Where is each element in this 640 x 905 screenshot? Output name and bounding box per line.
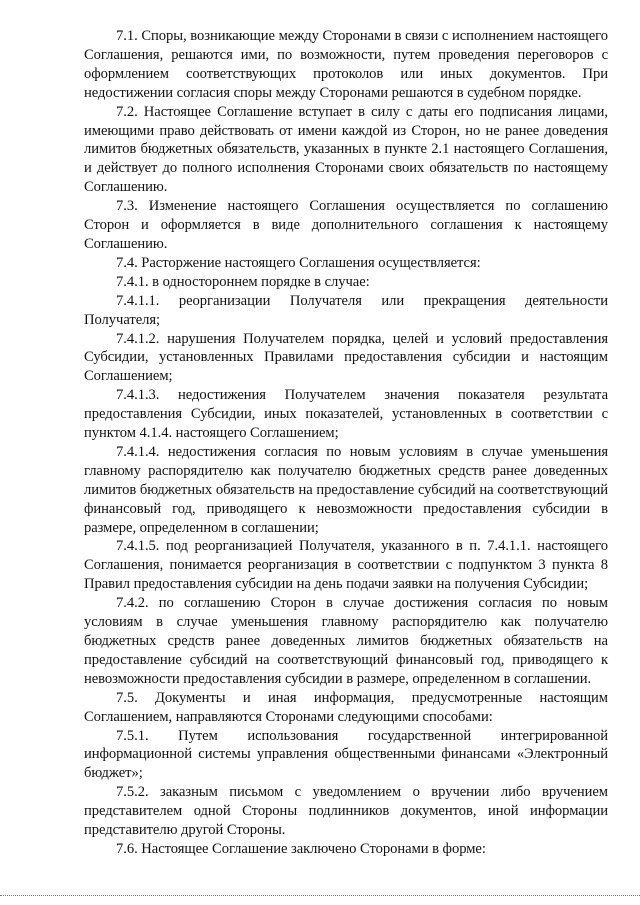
paragraph-7-4-1-2: 7.4.1.2. нарушения Получателем порядка, целей и условий предоставления Субсидии, установленных Правилами предоставления субсидии и настоящим Соглашением; [84, 330, 608, 385]
paragraph-7-4-1-4: 7.4.1.4. недостижения согласия по новым условиям в случае уменьшения главному распорядителю как получателю бюджетных средств ранее доведенных лимитов бюджетных обязательств на предоставление субсидий на соответствующий финансовый год, приводящего к невозможности предоставления субсидии в размере, определенном в соглашении; [84, 443, 608, 536]
paragraph-7-1: 7.1. Споры, возникающие между Сторонами в связи с исполнением настоящего Соглашения, решаются ими, по возможности, путем проведения переговоров с оформлением соответствующих протоколов или иных документов. При недостижении согласия споры между Сторонами решаются в судебном порядке. [84, 28, 608, 101]
paragraph-7-2: 7.2. Настоящее Соглашение вступает в силу с даты его подписания лицами, имеющими право действовать от имени каждой из Сторон, но не ранее доведения лимитов бюджетных обязательств, указанных в пункте 2.1 настоящего Соглашения, и действует до полного исполнения Сторонами своих обязательств по настоящему Соглашению. [84, 103, 608, 196]
paragraph-7-4-1-5: 7.4.1.5. под реорганизацией Получателя, указанного в п. 7.4.1.1. настоящего Соглашения, понимается реорганизация в соответствии с подпунктом 3 пункта 8 Правил предоставления субсидии на день подачи заявки на получения Субсидии; [84, 538, 608, 593]
paragraph-7-5-1: 7.5.1. Путем использования государственной интегрированной информационной системы управления общественными финансами «Электронный бюджет»; [84, 727, 608, 782]
paragraph-7-6: 7.6. Настоящее Соглашение заключено Сторонами в форме: [116, 840, 486, 857]
paragraph-7-4-1-3: 7.4.1.3. недостижения Получателем значения показателя результата предоставления Субсидии, иных показателей, установленных в соответствии с пунктом 4.1.4. настоящего Соглашением; [84, 387, 608, 442]
document-page [84, 27, 608, 859]
page-bottom-rule [0, 895, 640, 896]
paragraph-7-5-2: 7.5.2. заказным письмом с уведомлением о вручении либо вручением представителем одной Стороны подлинников документов, иной информации представителю другой Стороны. [84, 784, 608, 839]
paragraph-7-4-1-1: 7.4.1.1. реорганизации Получателя или прекращения деятельности Получателя; [84, 292, 608, 328]
paragraph-7-4: 7.4. Расторжение настоящего Соглашения осуществляется: [116, 254, 481, 271]
paragraph-7-5: 7.5. Документы и иная информация, предусмотренные настоящим Соглашением, направляются Сторонами следующими способами: [84, 689, 608, 725]
paragraph-7-4-1: 7.4.1. в одностороннем порядке в случае: [116, 273, 370, 290]
paragraph-7-3: 7.3. Изменение настоящего Соглашения осуществляется по соглашению Сторон и оформляется в виде дополнительного соглашения к настоящему Соглашению. [84, 198, 608, 252]
paragraph-7-4-2: 7.4.2. по соглашению Сторон в случае достижения согласия по новым условиям в случае уменьшения главному распорядителю как получателю бюджетных средств ранее доведенных лимитов бюджетных обязательств на предоставление субсидий на соответствующий финансовый год, приводящего к невозможности предоставления субсидии в размере, определенном в соглашении. [84, 595, 608, 687]
